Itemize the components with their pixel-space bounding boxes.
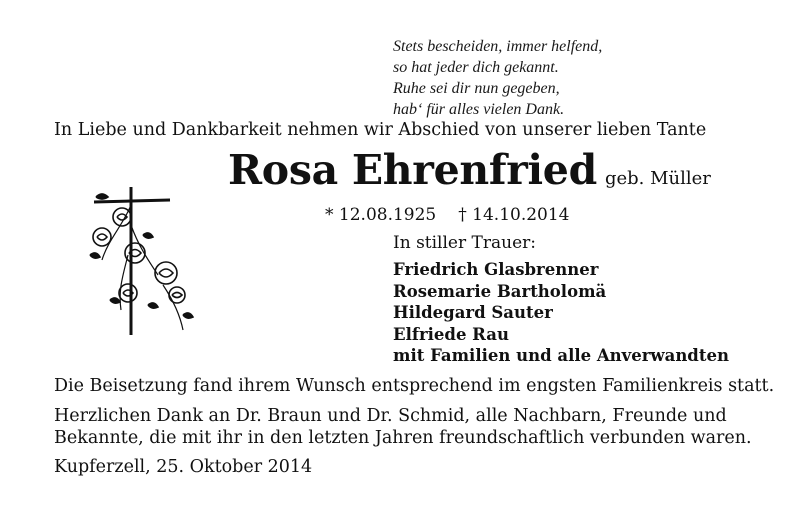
maiden-name: geb. Müller [604, 168, 711, 189]
life-dates [325, 205, 570, 225]
mourner-name: Friedrich Glasbrenner [393, 260, 599, 279]
thanks-line: Bekannte, die mit ihr in den letzten Jahren freundschaftlich verbunden waren. [54, 428, 752, 448]
funeral-note: Die Beisetzung fand ihrem Wunsch entsprechend im engsten Familienkreis statt. [54, 376, 775, 396]
poem [393, 36, 602, 120]
deceased-name: Rosa Ehrenfried [228, 146, 597, 194]
poem-line: Ruhe sei dir nun gegeben, [393, 80, 560, 97]
mourner-name: Hildegard Sauter [393, 303, 553, 322]
cross-with-roses-icon [88, 185, 198, 345]
poem-line: hab‘ für alles vielen Dank. [393, 101, 565, 118]
intro-text: In Liebe und Dankbarkeit nehmen wir Abschied von unserer lieben Tante [54, 120, 707, 140]
mourners-block [393, 232, 729, 367]
deceased-heading [228, 146, 711, 194]
birth-date: * 12.08.1925 [325, 205, 437, 225]
mourner-name: Elfriede Rau [393, 324, 509, 344]
place-and-date: Kupferzell, 25. Oktober 2014 [54, 457, 313, 477]
mourner-families: mit Familien und alle Anverwandten [393, 346, 729, 365]
death-date: † 14.10.2014 [458, 205, 570, 225]
mourner-name: Rosemarie Bartholomä [393, 281, 607, 301]
poem-line: Stets bescheiden, immer helfend, [393, 38, 603, 55]
poem-line: so hat jeder dich gekannt. [393, 59, 559, 76]
thanks-line: Herzlichen Dank an Dr. Braun und Dr. Schmid, alle Nachbarn, Freunde und [54, 406, 727, 426]
mourners-list [393, 259, 729, 367]
thanks-paragraph [54, 405, 752, 449]
mourners-heading: In stiller Trauer: [393, 233, 536, 253]
